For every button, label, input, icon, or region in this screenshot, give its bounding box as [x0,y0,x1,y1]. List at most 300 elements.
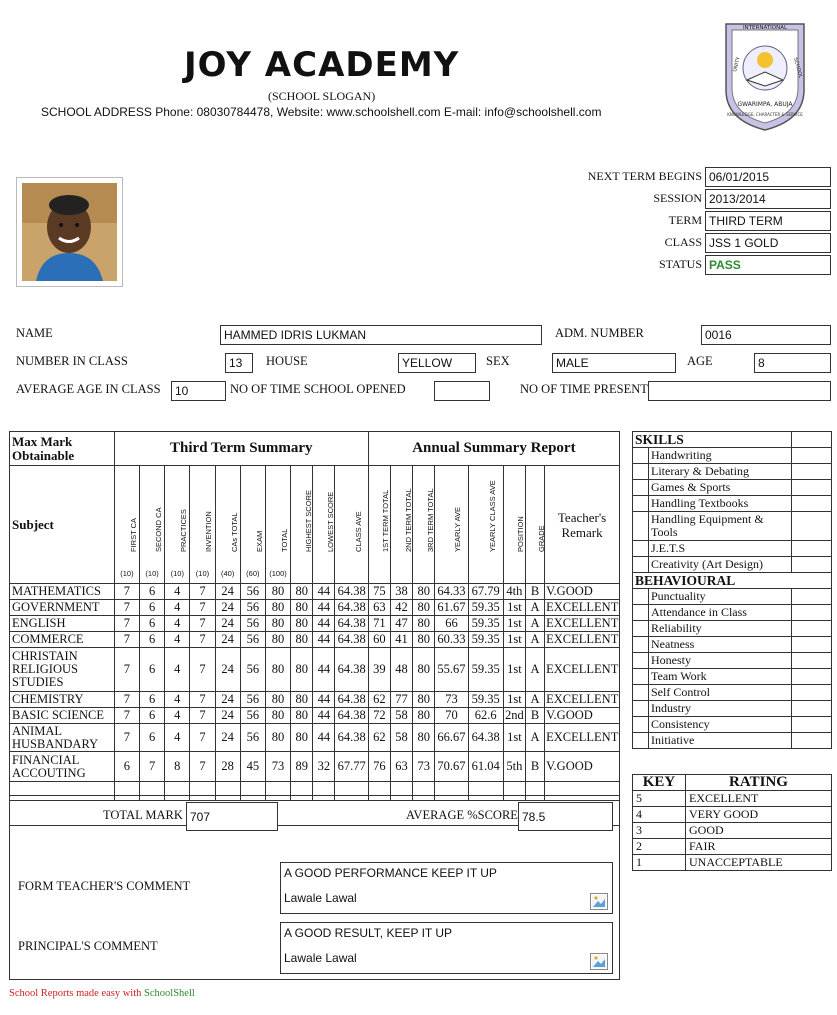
rating-cell [792,480,832,496]
number-in-class-field: 13 [225,353,253,373]
principal-comment-box [280,922,613,974]
rating-cell [792,621,832,637]
score-cell: 66.67 [435,724,468,752]
key-value: 1 [633,855,686,871]
score-cell: 61.67 [435,600,468,616]
skill-row [633,701,832,717]
table-row [10,724,620,752]
score-cell: 4 [165,724,190,752]
column-header [165,466,190,584]
score-cell: 42 [390,600,412,616]
remark-cell: EXCELLENT [546,616,619,630]
score-cell: 80 [265,692,290,708]
score-cell: 6 [114,752,139,782]
school-slogan: (SCHOOL SLOGAN) [268,89,376,103]
column-header [335,466,368,584]
score-cell: 4th [503,584,525,600]
remark-cell: V.GOOD [545,752,620,782]
age-label: AGE [687,354,713,368]
score-cell: 80 [291,632,313,648]
key-row [633,823,832,839]
status-label: STATUS [658,257,702,271]
table-row [10,632,620,648]
score-cell: 64.38 [335,708,368,724]
session-field: 2013/2014 [705,189,831,209]
score-cell: 64.38 [335,616,368,632]
svg-text:KNOWLEDGE, CHARACTER & SERVICE: KNOWLEDGE, CHARACTER & SERVICE [727,112,803,117]
column-header [114,466,139,584]
score-cell: 56 [240,648,265,692]
form-teacher-comment-box [280,862,613,914]
adm-field: 0016 [701,325,831,345]
sex-field: MALE [552,353,676,373]
skill-row [633,653,832,669]
column-header-label: HIGHEST SCORE [303,490,313,552]
sex-label: SEX [486,354,510,368]
score-cell: 73 [265,752,290,782]
score-cell: 76 [368,752,390,782]
score-cell: 6 [140,708,165,724]
score-cell: 64.38 [335,632,368,648]
column-header-label: SECOND CA [154,507,164,552]
principal-name: Lawale Lawal [284,951,357,965]
status-field: PASS [705,255,831,275]
score-cell: 64.33 [435,584,468,600]
score-cell: 80 [265,632,290,648]
skill-row [633,512,832,541]
score-cell: A [526,692,545,708]
column-header-label: YEARLY AVE [453,506,463,552]
score-cell: 80 [413,600,435,616]
score-cell: 80 [291,616,313,632]
score-cell: 80 [265,584,290,600]
rating-cell [792,653,832,669]
key-rating: EXCELLENT [686,791,832,807]
score-cell: 44 [313,724,335,752]
skill-spacer [633,717,649,733]
score-cell: 64.38 [335,600,368,616]
skill-row [633,496,832,512]
score-cell: 7 [190,584,215,600]
column-header [140,466,165,584]
average-score-label: AVERAGE %SCORE [406,808,518,822]
score-cell: 4 [165,708,190,724]
score-cell: 7 [114,616,139,632]
score-cell: 1st [503,616,525,632]
skill-spacer [633,653,649,669]
score-cell: 7 [190,708,215,724]
skill-row [633,637,832,653]
score-cell: 80 [291,648,313,692]
score-cell: 7 [190,616,215,632]
score-cell: 56 [240,600,265,616]
score-cell: 64.38 [335,692,368,708]
remark-cell: EXCELLENT [545,724,620,752]
column-header-max: (40) [220,569,235,578]
table-row [10,648,620,692]
score-cell: 59.35 [468,632,503,648]
score-cell: 7 [190,648,215,692]
skill-row [633,685,832,701]
score-cell: 7 [140,752,165,782]
skill-name: J.E.T.S [649,541,792,557]
skill-row [633,464,832,480]
subject-cell: ENGLISH [10,616,115,632]
behavioural-header: BEHAVIOURAL [633,573,832,589]
score-cell: 6 [140,616,165,632]
score-cell: 1st [503,724,525,752]
footer-credit [9,988,195,999]
subject-cell: BASIC SCIENCE [10,708,115,724]
score-cell: 62 [368,692,390,708]
score-cell: B [526,584,545,600]
score-cell: 44 [313,692,335,708]
score-cell: 64.38 [335,724,368,752]
skill-spacer [633,669,649,685]
skill-spacer [633,589,649,605]
remark-cell: EXCELLENT [545,648,620,692]
skill-spacer [633,685,649,701]
key-value: 4 [633,807,686,823]
table-row [10,600,620,616]
score-cell: 32 [313,752,335,782]
remark-cell: V.GOOD [545,584,620,600]
skill-name: Punctuality [649,589,792,605]
skill-name: Industry [649,701,792,717]
key-rating: GOOD [686,823,832,839]
times-present-field [648,381,831,401]
rating-cell [792,432,832,448]
results-table [9,431,620,826]
score-cell: 2nd [505,708,524,722]
column-header-max: (10) [170,569,184,578]
svg-text:INTERNATIONAL: INTERNATIONAL [742,25,788,31]
score-cell: 55.67 [435,648,468,692]
score-cell: 6 [140,692,165,708]
score-cell: 4 [165,692,190,708]
times-opened-field [434,381,490,401]
score-cell: 67.79 [468,584,503,600]
subject-cell: CHRISTAIN RELIGIOUS STUDIES [10,648,115,692]
age-field: 8 [754,353,831,373]
score-cell: 80 [265,724,290,752]
column-header [503,466,525,584]
score-cell: 6 [140,648,165,692]
score-cell: 58 [390,724,412,752]
score-cell: 75 [368,584,390,600]
column-header [468,466,503,584]
avg-age-label: AVERAGE AGE IN CLASS [16,382,161,396]
score-cell: 60 [368,632,390,648]
rating-cell [792,496,832,512]
column-header-label: POSITION [516,516,526,552]
average-score-field: 78.5 [518,802,613,831]
term-field: THIRD TERM [705,211,831,231]
key-value: 2 [633,839,686,855]
column-header [526,466,545,584]
score-cell: 7 [114,648,139,692]
score-cell: 56 [240,584,265,600]
table-row [10,616,620,632]
column-header-label: GRADE [537,525,547,552]
max-mark-label: Max Mark Obtainable [10,432,115,466]
footer-brand-link[interactable]: SchoolShell [144,988,195,999]
footer-prefix: School Reports made easy with [9,988,145,999]
score-cell: A [526,648,545,692]
score-cell: 80 [413,648,435,692]
score-cell: 80 [413,584,435,600]
score-cell: 41 [390,632,412,648]
score-cell: 56 [240,708,265,724]
score-cell: 80 [413,692,435,708]
score-cell: 80 [265,648,290,692]
score-cell: 80 [265,600,290,616]
subject-cell: COMMERCE [10,632,115,648]
rating-header: RATING [686,775,832,791]
score-cell: 59.35 [468,648,503,692]
score-cell: A [526,632,545,648]
key-rating: UNACCEPTABLE [686,855,832,871]
score-cell: 6 [140,724,165,752]
subject-cell: FINANCIAL ACCOUTING [10,752,115,782]
times-present-label: NO OF TIME PRESENT [520,382,648,396]
skill-name: Handwriting [649,448,792,464]
key-row [633,839,832,855]
column-header-label: PRACTICES [179,509,189,552]
remark-cell: EXCELLENT [546,692,619,706]
column-header-label: TOTAL [280,528,290,552]
column-header-label: EXAM [254,530,264,552]
score-cell: 44 [313,648,335,692]
skills-section-row [633,573,832,589]
score-cell: 1st [503,600,525,616]
column-header-max: (100) [269,569,287,578]
score-cell: 77 [390,692,412,708]
column-header [215,466,240,584]
column-header-label: FIRST CA [128,517,138,552]
form-teacher-name: Lawale Lawal [284,891,357,905]
score-cell: 24 [215,632,240,648]
score-cell: 1st [503,648,525,692]
score-cell: 56 [240,724,265,752]
score-cell: 80 [291,724,313,752]
score-cell: 56 [240,632,265,648]
score-cell: 4 [165,648,190,692]
rating-cell [792,448,832,464]
subject-cell: GOVERNMENT [10,600,115,616]
score-cell: 67.77 [335,752,368,782]
rating-cell [792,512,832,541]
score-cell: 24 [215,648,240,692]
score-cell: 58 [390,708,412,724]
svg-text:UNITY: UNITY [732,56,742,73]
annual-summary-heading: Annual Summary Report [368,432,619,466]
remark-header: Teacher's Remark [545,466,620,584]
column-header [240,466,265,584]
rating-cell [792,669,832,685]
remark-cell: EXCELLENT [546,632,619,646]
class-label: CLASS [664,235,702,249]
subject-header: Subject [10,466,115,584]
skill-row [633,557,832,573]
skill-name: Team Work [649,669,792,685]
skill-spacer [633,464,649,480]
rating-cell [792,733,832,749]
signature-image-icon [590,953,608,970]
skill-row [633,541,832,557]
score-cell: A [526,600,545,616]
score-cell: A [526,724,545,752]
score-cell: 28 [215,752,240,782]
student-photo [16,177,123,287]
score-cell: 48 [390,648,412,692]
rating-key-table [632,774,832,871]
column-header [368,466,390,584]
score-cell: 39 [368,648,390,692]
key-value: 5 [633,791,686,807]
score-cell: 24 [215,584,240,600]
skill-spacer [633,512,649,541]
rating-cell [792,589,832,605]
score-cell: 7 [114,632,139,648]
column-header-label: YEARLY CLASS AVE [487,480,497,552]
score-cell: 56 [240,692,265,708]
column-header-label: 3RD TERM TOTAL [425,488,435,552]
skill-name: Handling Equipment & Tools [649,512,792,541]
column-header-max: (10) [195,569,210,578]
number-in-class-label: NUMBER IN CLASS [16,354,128,368]
skills-table [632,431,832,749]
score-cell: 6 [140,600,165,616]
total-mark-field: 707 [186,802,278,831]
score-cell: 80 [413,708,435,724]
score-cell: 66 [435,616,468,632]
score-cell: 89 [291,752,313,782]
score-cell: 59.35 [468,616,503,632]
score-cell: 4 [165,632,190,648]
score-cell: 64.38 [468,724,503,752]
column-header [435,466,468,584]
score-cell: 80 [291,692,313,708]
rating-cell [792,464,832,480]
score-cell: B [526,752,545,782]
score-cell: 80 [291,600,313,616]
score-cell: 44 [313,616,335,632]
score-cell: 80 [291,584,313,600]
skill-spacer [633,480,649,496]
svg-text:GWARIMPA, ABUJA: GWARIMPA, ABUJA [737,101,793,108]
skill-name: Consistency [649,717,792,733]
rating-cell [792,541,832,557]
column-header-label: CLASS AVE [353,511,363,552]
score-cell: 80 [291,708,313,724]
table-row [10,692,620,708]
score-cell: 6 [140,584,165,600]
score-cell: 24 [215,724,240,752]
column-header-label: 1ST TERM TOTAL [381,489,391,552]
score-cell: 70 [435,708,468,724]
score-cell: 62.6 [468,708,503,724]
skill-name: Creativity (Art Design) [649,557,792,573]
score-cell: 1st [503,692,525,708]
score-cell: 59.35 [468,600,503,616]
skill-spacer [633,605,649,621]
score-cell: 24 [215,600,240,616]
key-rating: FAIR [686,839,832,855]
skill-spacer [633,496,649,512]
score-cell: 7 [114,600,139,616]
column-header [390,466,412,584]
skill-name: Initiative [649,733,792,749]
score-cell: 61.04 [468,752,503,782]
skill-row [633,448,832,464]
column-header-max: (10) [120,569,134,578]
skill-spacer [633,733,649,749]
score-cell: 63 [368,600,390,616]
total-mark-label: TOTAL MARK [103,808,183,822]
score-cell: 60.33 [435,632,468,648]
column-header-label: LOWEST SCORE [325,491,335,552]
score-cell: 7 [190,752,215,782]
skill-row [633,480,832,496]
skill-row [633,669,832,685]
skill-name: Handling Textbooks [649,496,792,512]
score-cell: 64.38 [335,584,368,600]
score-cell: 4 [165,584,190,600]
summary-panel [9,795,620,980]
signature-image-icon [590,893,608,910]
score-cell: 80 [413,632,435,648]
score-cell: 44 [313,600,335,616]
column-header [413,466,435,584]
skills-section-header: SKILLS [633,432,792,448]
score-cell: 24 [215,708,240,724]
score-cell: 7 [190,724,215,752]
skill-row [633,605,832,621]
column-header-max: (10) [145,569,159,578]
subject-cell: CHEMISTRY [10,692,115,708]
skill-name: Neatness [649,637,792,653]
score-cell: 8 [165,752,190,782]
skill-spacer [633,557,649,573]
score-cell: 44 [313,632,335,648]
house-label: HOUSE [266,354,308,368]
score-cell: 38 [390,584,412,600]
skill-name: Honesty [649,653,792,669]
score-cell: 7 [114,708,139,724]
score-cell: 7 [190,600,215,616]
rating-cell [792,717,832,733]
next-term-label: NEXT TERM BEGINS [587,169,702,183]
remark-cell: EXCELLENT [546,600,619,614]
score-cell: 62 [368,724,390,752]
table-row [10,584,620,600]
column-header-label: 2ND TERM TOTAL [403,488,413,552]
skill-spacer [633,541,649,557]
skill-row [633,589,832,605]
score-cell: 4 [165,600,190,616]
score-cell: 45 [240,752,265,782]
skill-row [633,717,832,733]
score-cell: 44 [313,708,335,724]
house-field: YELLOW [398,353,476,373]
key-value: 3 [633,823,686,839]
score-cell: 80 [265,616,290,632]
column-header-label: CAs TOTAL [229,512,239,552]
score-cell: 4 [165,616,190,632]
score-cell: 80 [265,708,290,724]
table-row [10,752,620,782]
